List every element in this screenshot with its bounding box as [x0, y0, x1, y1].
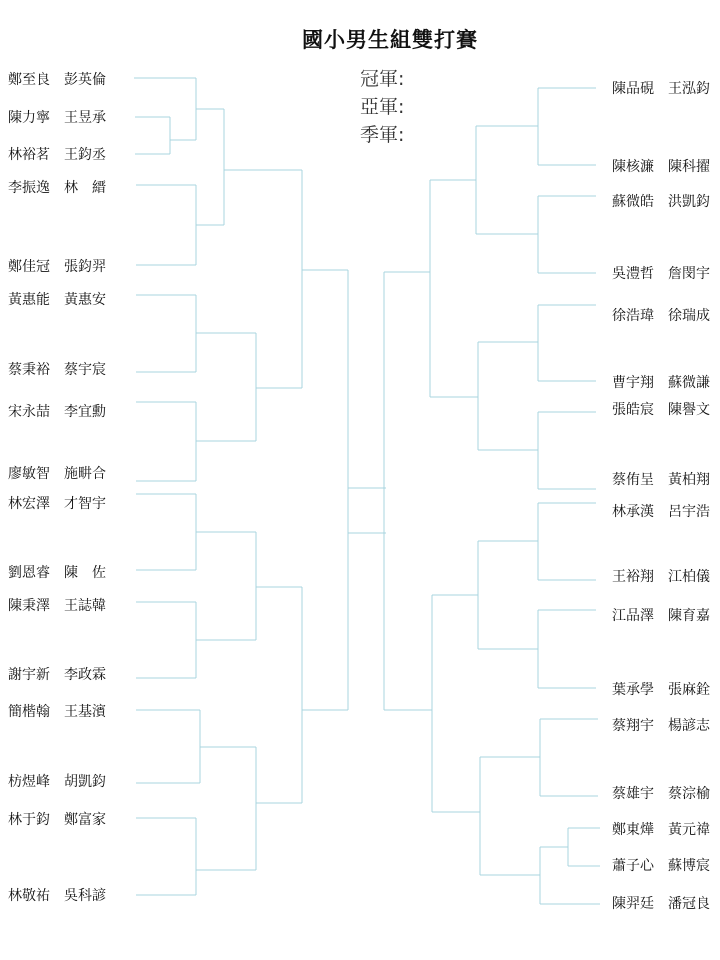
left-team-15: 枋煜峰 胡凱鈞	[8, 774, 106, 790]
right-team-3: 蘇微皓 洪凱鈞	[612, 194, 710, 210]
right-team-16: 蕭子心 蘇博宸	[612, 858, 710, 874]
third-place-label: 季軍:	[360, 124, 405, 146]
left-team-6: 黃惠能 黃惠安	[8, 292, 106, 308]
left-team-5: 鄭佳冠 張鈞羿	[8, 259, 106, 275]
left-team-10: 林宏澤 才智宇	[8, 496, 106, 512]
champion-label: 冠軍:	[360, 68, 405, 90]
left-team-17: 林敬祐 吳科諺	[8, 888, 106, 904]
right-team-15: 鄭東燁 黃元禕	[612, 822, 710, 838]
right-team-11: 江品澤 陳育嘉	[612, 608, 710, 624]
right-team-13: 蔡翔宇 楊諺志	[612, 718, 710, 734]
right-team-7: 張皓宸 陳譽文	[612, 402, 710, 418]
left-team-13: 謝宇新 李政霖	[8, 667, 106, 683]
right-team-12: 葉承學 張麻銓	[612, 682, 710, 698]
right-team-14: 蔡雄宇 蔡淙榆	[612, 786, 710, 802]
right-team-1: 陳品硯 王泓鈞	[612, 81, 710, 97]
right-team-6: 曹宇翔 蘇微謙	[612, 375, 710, 391]
left-team-4: 李振逸 林 縉	[8, 180, 106, 196]
right-team-4: 吳澧哲 詹閔宇	[612, 266, 710, 282]
left-team-7: 蔡秉裕 蔡宇宸	[8, 362, 106, 378]
right-team-10: 王裕翔 江柏儀	[612, 569, 710, 585]
right-team-5: 徐浩瑋 徐瑞成	[612, 308, 710, 324]
right-team-2: 陳核濂 陳科擢	[612, 159, 710, 175]
left-team-2: 陳力寧 王昱承	[8, 110, 106, 126]
left-team-14: 簡楷翰 王基濱	[8, 704, 106, 720]
left-team-9: 廖敏智 施畊合	[8, 466, 106, 482]
right-team-9: 林承漢 呂宇浩	[612, 504, 710, 520]
left-team-16: 林于鈞 鄭富家	[8, 812, 106, 828]
left-team-11: 劉恩睿 陳 佐	[8, 565, 106, 581]
left-team-12: 陳秉澤 王誌韓	[8, 598, 106, 614]
bracket-title: 國小男生組雙打賽	[302, 28, 478, 52]
left-team-3: 林裕茗 王鈞丞	[8, 147, 106, 163]
right-team-17: 陳羿廷 潘冠良	[612, 896, 710, 912]
left-team-1: 鄭至良 彭英倫	[8, 72, 106, 88]
right-team-8: 蔡侑呈 黃柏翔	[612, 472, 710, 488]
runner-up-label: 亞軍:	[360, 96, 405, 118]
left-team-8: 宋永喆 李宜勳	[8, 404, 106, 420]
